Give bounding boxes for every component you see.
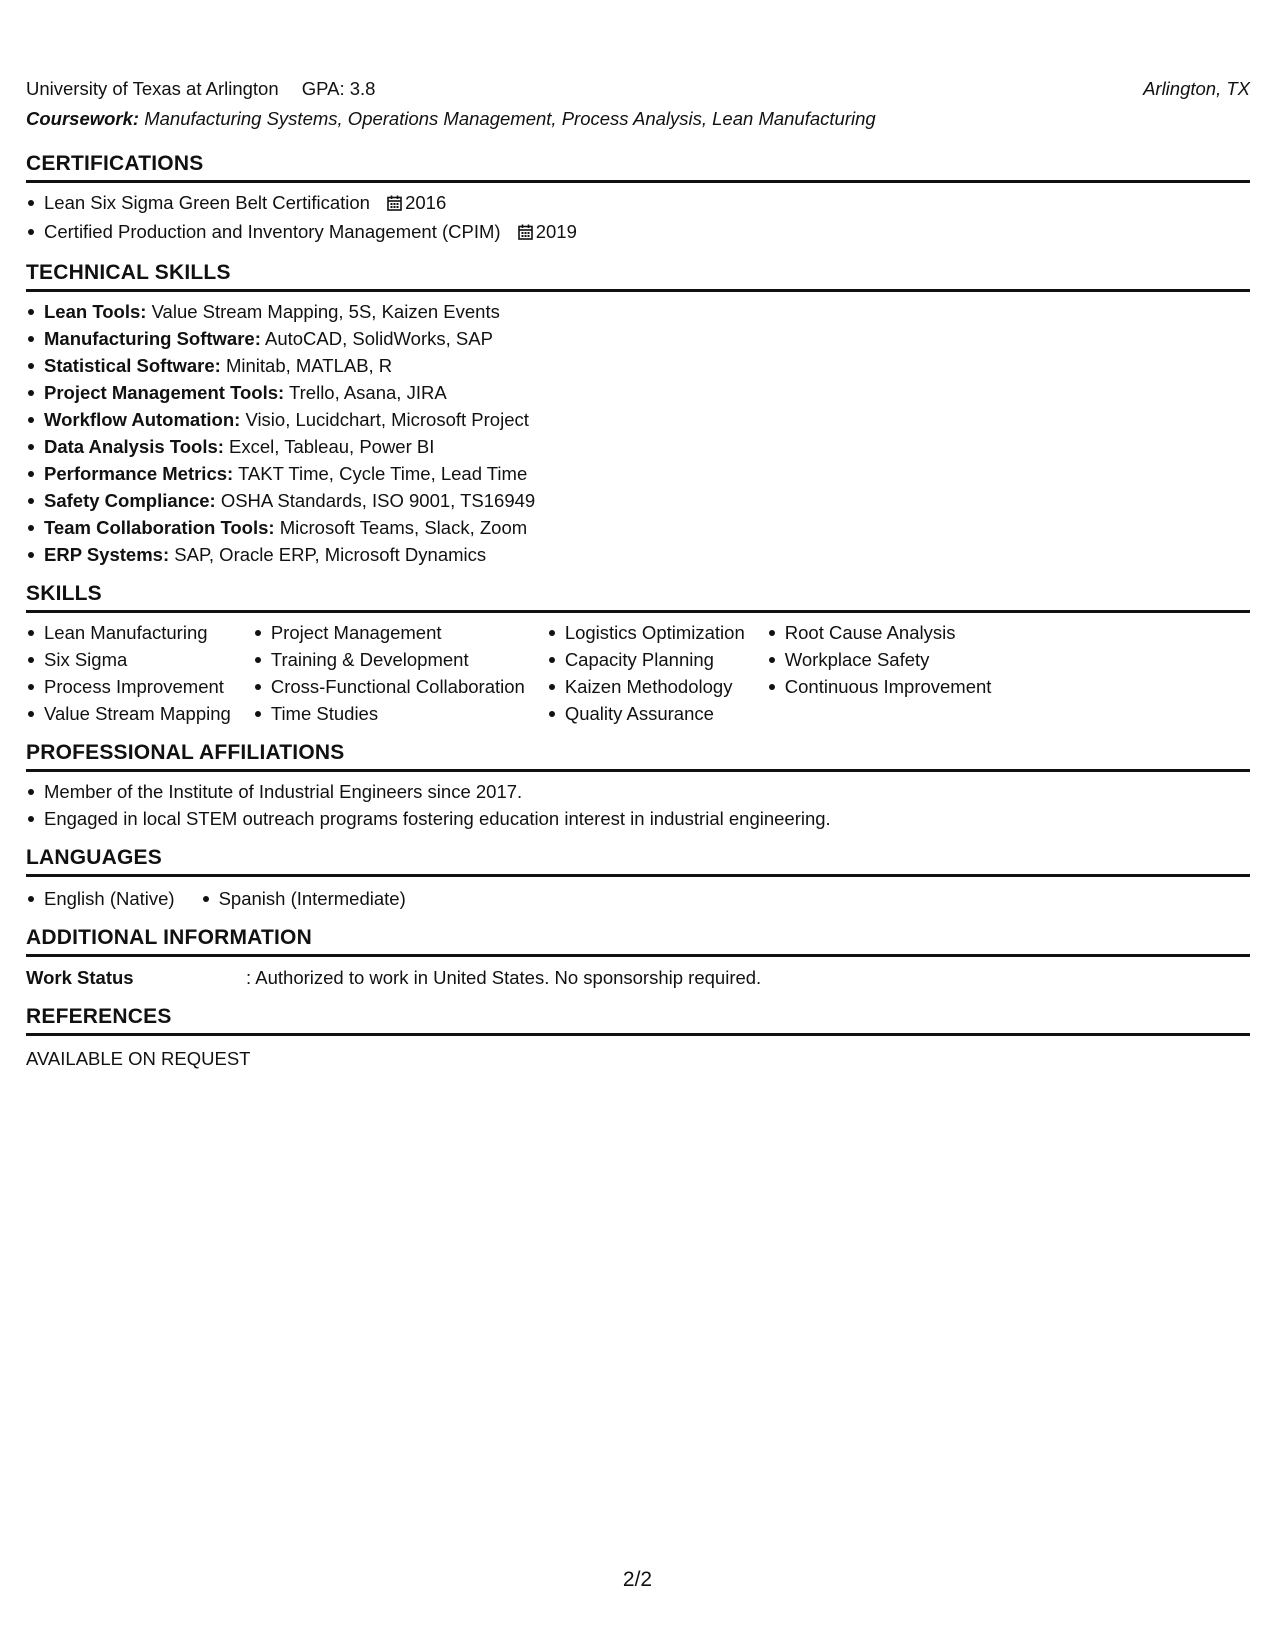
list-item: Cross-Functional Collaboration xyxy=(253,673,525,700)
skill-values: Visio, Lucidchart, Microsoft Project xyxy=(245,409,529,430)
coursework-list: Manufacturing Systems, Operations Management, Process Analysis, Lean Manufacturing xyxy=(144,108,876,129)
skill-values: Excel, Tableau, Power BI xyxy=(229,436,435,457)
list-item: Logistics Optimization xyxy=(547,619,745,646)
skill-category: Statistical Software: xyxy=(44,355,221,376)
skills-column xyxy=(547,619,745,727)
page-number: 2/2 xyxy=(622,1568,653,1591)
work-status-row xyxy=(26,965,1250,991)
references-text: AVAILABLE ON REQUEST xyxy=(26,1048,251,1069)
certification-year: 2019 xyxy=(535,221,577,242)
skill-category: ERP Systems: xyxy=(44,544,170,565)
list-item xyxy=(26,541,1250,568)
list-item xyxy=(26,406,1250,433)
section-title-additional-information: ADDITIONAL INFORMATION xyxy=(26,926,1250,957)
list-item xyxy=(26,298,1250,325)
skill-category: Safety Compliance: xyxy=(44,490,216,511)
list-item: Kaizen Methodology xyxy=(547,673,745,700)
list-item: Training & Development xyxy=(253,646,525,673)
coursework xyxy=(26,108,1250,138)
list-item: Continuous Improvement xyxy=(767,673,992,700)
skill-values: SAP, Oracle ERP, Microsoft Dynamics xyxy=(174,544,487,565)
section-title-references: REFERENCES xyxy=(26,1005,1250,1036)
list-item: Six Sigma xyxy=(26,646,231,673)
calendar-icon xyxy=(387,191,402,218)
list-item xyxy=(26,514,1250,541)
skill-values: AutoCAD, SolidWorks, SAP xyxy=(265,328,493,349)
list-item: Capacity Planning xyxy=(547,646,745,673)
list-item: Spanish (Intermediate) xyxy=(201,885,406,912)
skills-column xyxy=(767,619,992,727)
resume-page xyxy=(26,78,1250,1072)
work-status-value: : Authorized to work in United States. No sponsorship required. xyxy=(246,967,762,988)
skill-category: Data Analysis Tools: xyxy=(44,436,224,457)
list-item: Workplace Safety xyxy=(767,646,992,673)
list-item: Lean Manufacturing xyxy=(26,619,231,646)
list-item xyxy=(26,325,1250,352)
skill-category: Workflow Automation: xyxy=(44,409,241,430)
list-item xyxy=(26,352,1250,379)
list-item xyxy=(26,379,1250,406)
list-item xyxy=(26,460,1250,487)
work-status-label: Work Status xyxy=(26,967,134,988)
certification-name: Lean Six Sigma Green Belt Certification xyxy=(44,192,370,213)
section-title-technical-skills: TECHNICAL SKILLS xyxy=(26,261,1250,292)
section-title-skills: SKILLS xyxy=(26,582,1250,613)
skills-column xyxy=(253,619,525,727)
certifications-list xyxy=(26,189,1250,247)
skill-values: Value Stream Mapping, 5S, Kaizen Events xyxy=(151,301,500,322)
skills-column xyxy=(26,619,231,727)
list-item: Member of the Institute of Industrial Engineers since 2017. xyxy=(26,778,1250,805)
skill-category: Project Management Tools: xyxy=(44,382,285,403)
skill-values: OSHA Standards, ISO 9001, TS16949 xyxy=(220,490,536,511)
skill-category: Manufacturing Software: xyxy=(44,328,261,349)
list-item xyxy=(26,218,1250,247)
section-title-languages: LANGUAGES xyxy=(26,846,1250,877)
education-row xyxy=(26,78,1250,108)
school-name: University of Texas at Arlington xyxy=(26,78,279,99)
list-item xyxy=(26,433,1250,460)
affiliations-list xyxy=(26,778,1250,832)
school-location: Arlington, TX xyxy=(1143,78,1250,99)
section-title-affiliations: PROFESSIONAL AFFILIATIONS xyxy=(26,741,1250,772)
list-item: Quality Assurance xyxy=(547,700,745,727)
skill-values: Minitab, MATLAB, R xyxy=(225,355,393,376)
certification-name: Certified Production and Inventory Management (CPIM) xyxy=(44,221,501,242)
section-title-certifications: CERTIFICATIONS xyxy=(26,152,1250,183)
skill-values: Trello, Asana, JIRA xyxy=(289,382,447,403)
list-item: Value Stream Mapping xyxy=(26,700,231,727)
skills-grid xyxy=(26,619,1250,727)
list-item xyxy=(26,487,1250,514)
languages-list xyxy=(26,885,1250,912)
list-item: Project Management xyxy=(253,619,525,646)
list-item: Root Cause Analysis xyxy=(767,619,992,646)
list-item: Process Improvement xyxy=(26,673,231,700)
skill-category: Performance Metrics: xyxy=(44,463,234,484)
technical-skills-list xyxy=(26,298,1250,568)
skill-category: Team Collaboration Tools: xyxy=(44,517,275,538)
list-item: Time Studies xyxy=(253,700,525,727)
skill-values: TAKT Time, Cycle Time, Lead Time xyxy=(238,463,528,484)
coursework-label: Coursework: xyxy=(26,108,140,129)
skill-values: Microsoft Teams, Slack, Zoom xyxy=(279,517,528,538)
calendar-icon xyxy=(518,220,533,247)
list-item: Engaged in local STEM outreach programs fostering education interest in industrial engineering. xyxy=(26,805,1250,832)
list-item: English (Native) xyxy=(26,885,175,912)
skill-category: Lean Tools: xyxy=(44,301,147,322)
certification-year: 2016 xyxy=(405,192,447,213)
gpa: GPA: 3.8 xyxy=(301,78,376,99)
list-item xyxy=(26,189,1250,218)
